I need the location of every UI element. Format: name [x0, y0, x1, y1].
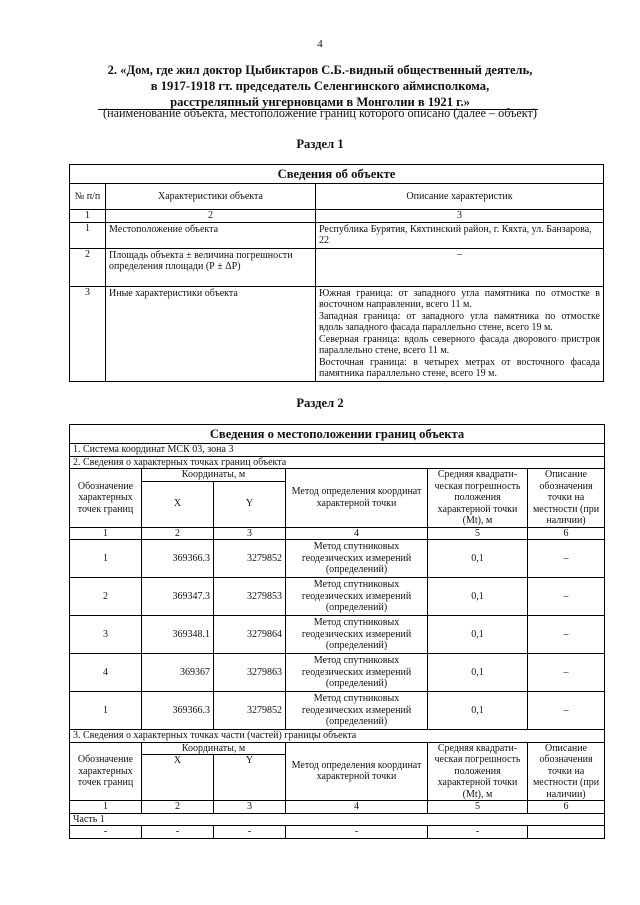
point-x: 369367 [142, 654, 214, 692]
point-x: 369348.1 [142, 616, 214, 654]
point-description: – [528, 578, 605, 616]
col-header-designation: Обозначение характерных точек границ [70, 742, 142, 801]
row-characteristic: Площадь объекта ± величина погрешности определения площади (Р ± ΔР) [106, 248, 316, 286]
row-description [316, 286, 604, 381]
object-info-table-title: Сведения об объекте [70, 165, 604, 184]
point-error: 0,1 [428, 578, 528, 616]
col-header-point-description: Описание обозначения точки на местности (при наличии) [528, 469, 605, 528]
part-point-error: - [428, 826, 528, 839]
col-header-error: Средняя квадрати-ческая погрешность положения характерной точки (Mt), м [428, 469, 528, 528]
col-number-2: 2 [106, 210, 316, 223]
part-point-method: - [286, 826, 428, 839]
col-number-2: 2 [142, 801, 214, 814]
col-number-4: 4 [286, 801, 428, 814]
object-subheading: (наименование объекта, местоположение границ которого описано (далее – объект) [103, 106, 537, 120]
col-number-4: 4 [286, 527, 428, 540]
col-header-method: Метод определения координат характерной точки [286, 742, 428, 801]
col-header-designation: Обозначение характерных точек границ [70, 469, 142, 528]
col-number-3: 3 [214, 527, 286, 540]
col-number-6: 6 [528, 527, 605, 540]
col-header-coordinates: Координаты, м [142, 469, 286, 482]
point-y: 3279864 [214, 616, 286, 654]
south-boundary: Южная граница: от западного угла памятника по отмостке в восточном направлении, всего 11 м. [319, 287, 600, 310]
point-y: 3279852 [214, 692, 286, 730]
col-number-5: 5 [428, 527, 528, 540]
table-row [70, 654, 605, 692]
col-header-error: Средняя квадрати-ческая погрешность положения характерной точки (Mt), м [428, 742, 528, 801]
point-x: 369366.3 [142, 692, 214, 730]
table-row [70, 578, 605, 616]
table-row [70, 222, 604, 248]
col-header-number: № п/п [70, 184, 106, 210]
point-description: – [528, 540, 605, 578]
boundary-location-table [69, 424, 605, 839]
point-error: 0,1 [428, 540, 528, 578]
col-number-1: 1 [70, 801, 142, 814]
row-description: Республика Бурятия, Кяхтинский район, г. Кяхта, ул. Банзарова, 22 [316, 222, 604, 248]
heading-line-3: расстреляпный унгерновцами в Монголии в 1921 г.» [170, 95, 470, 109]
row-characteristic: Местоположение объекта [106, 222, 316, 248]
point-x: 369347.3 [142, 578, 214, 616]
col-header-characteristic: Характеристики объекта [106, 184, 316, 210]
point-y: 3279852 [214, 540, 286, 578]
boundary-table-title: Сведения о местоположении границ объекта [70, 425, 605, 444]
section-1-title: Раздел 1 [296, 137, 344, 151]
part-point-y: - [214, 826, 286, 839]
table-row [70, 286, 604, 381]
table-row [70, 616, 605, 654]
point-id: 4 [70, 654, 142, 692]
col-number-5: 5 [428, 801, 528, 814]
point-id: 1 [70, 540, 142, 578]
section-2-title: Раздел 2 [296, 396, 344, 410]
col-number-3: 3 [316, 210, 604, 223]
north-boundary: Северная граница: вдоль северного фасада дворового пристроя параллельно стене, всего 11 м. [319, 333, 600, 356]
point-description: – [528, 692, 605, 730]
table-row [70, 692, 605, 730]
row-number: 1 [70, 222, 106, 248]
point-method: Метод спутниковых геодезических измерений (определений) [286, 616, 428, 654]
point-description: – [528, 616, 605, 654]
col-number-1: 1 [70, 210, 106, 223]
heading-line-1: 2. «Дом, где жил доктор Цыбиктаров С.Б.-видный общественный деятель, [107, 63, 533, 77]
point-id: 3 [70, 616, 142, 654]
row-characteristic: Иные характеристики объекта [106, 286, 316, 381]
part-point-description [528, 826, 605, 839]
col-header-description: Описание характеристик [316, 184, 604, 210]
point-x: 369366.3 [142, 540, 214, 578]
row-description: – [316, 248, 604, 286]
table-row [70, 540, 605, 578]
point-id: 2 [70, 578, 142, 616]
point-y: 3279853 [214, 578, 286, 616]
object-heading [60, 62, 580, 110]
col-header-x [142, 755, 214, 801]
row-number: 2 [70, 248, 106, 286]
col-header-point-description: Описание обозначения точки на местности (при наличии) [528, 742, 605, 801]
table-row [70, 248, 604, 286]
points-caption: 2. Сведения о характерных точках границ объекта [70, 456, 605, 469]
point-error: 0,1 [428, 692, 528, 730]
part-point-id: - [70, 826, 142, 839]
point-error: 0,1 [428, 616, 528, 654]
point-method: Метод спутниковых геодезических измерений (определений) [286, 654, 428, 692]
col-header-x: X [142, 481, 214, 527]
point-id: 1 [70, 692, 142, 730]
point-y: 3279863 [214, 654, 286, 692]
page-number: 4 [317, 38, 323, 50]
part-label: Часть 1 [70, 813, 605, 826]
point-method: Метод спутниковых геодезических измерений (определений) [286, 540, 428, 578]
col-number-1: 1 [70, 527, 142, 540]
row-number: 3 [70, 286, 106, 381]
coordinate-system: 1. Система координат МСК 03, зона 3 [70, 444, 605, 457]
east-boundary: Восточная граница: в четырех метрах от восточного фасада памятника параллельно стене, всего 19 м. [319, 356, 600, 379]
point-method: Метод спутниковых геодезических измерений (определений) [286, 578, 428, 616]
west-boundary: Западная граница: от западного угла памятника по отмостке вдоль западного фасада параллельно стене, всего 19 м. [319, 310, 600, 333]
point-description: – [528, 654, 605, 692]
heading-line-2: в 1917-1918 гт. председатель Селенгинского аймисполкома, [150, 79, 490, 93]
col-header-coordinates: Координаты, м [142, 742, 286, 755]
col-number-3: 3 [214, 801, 286, 814]
col-number-2: 2 [142, 527, 214, 540]
parts-caption: 3. Сведения о характерных точках части (частей) границы объекта [70, 730, 605, 743]
col-header-y [214, 755, 286, 801]
col-header-x-label: X [173, 755, 182, 766]
object-info-table [69, 164, 604, 382]
col-number-6: 6 [528, 801, 605, 814]
col-header-y-label: Y [245, 755, 254, 766]
part-point-x: - [142, 826, 214, 839]
table-row [70, 826, 605, 839]
point-error: 0,1 [428, 654, 528, 692]
col-header-y: Y [214, 481, 286, 527]
point-method: Метод спутниковых геодезических измерений (определений) [286, 692, 428, 730]
col-header-method: Метод определения координат характерной точки [286, 469, 428, 528]
